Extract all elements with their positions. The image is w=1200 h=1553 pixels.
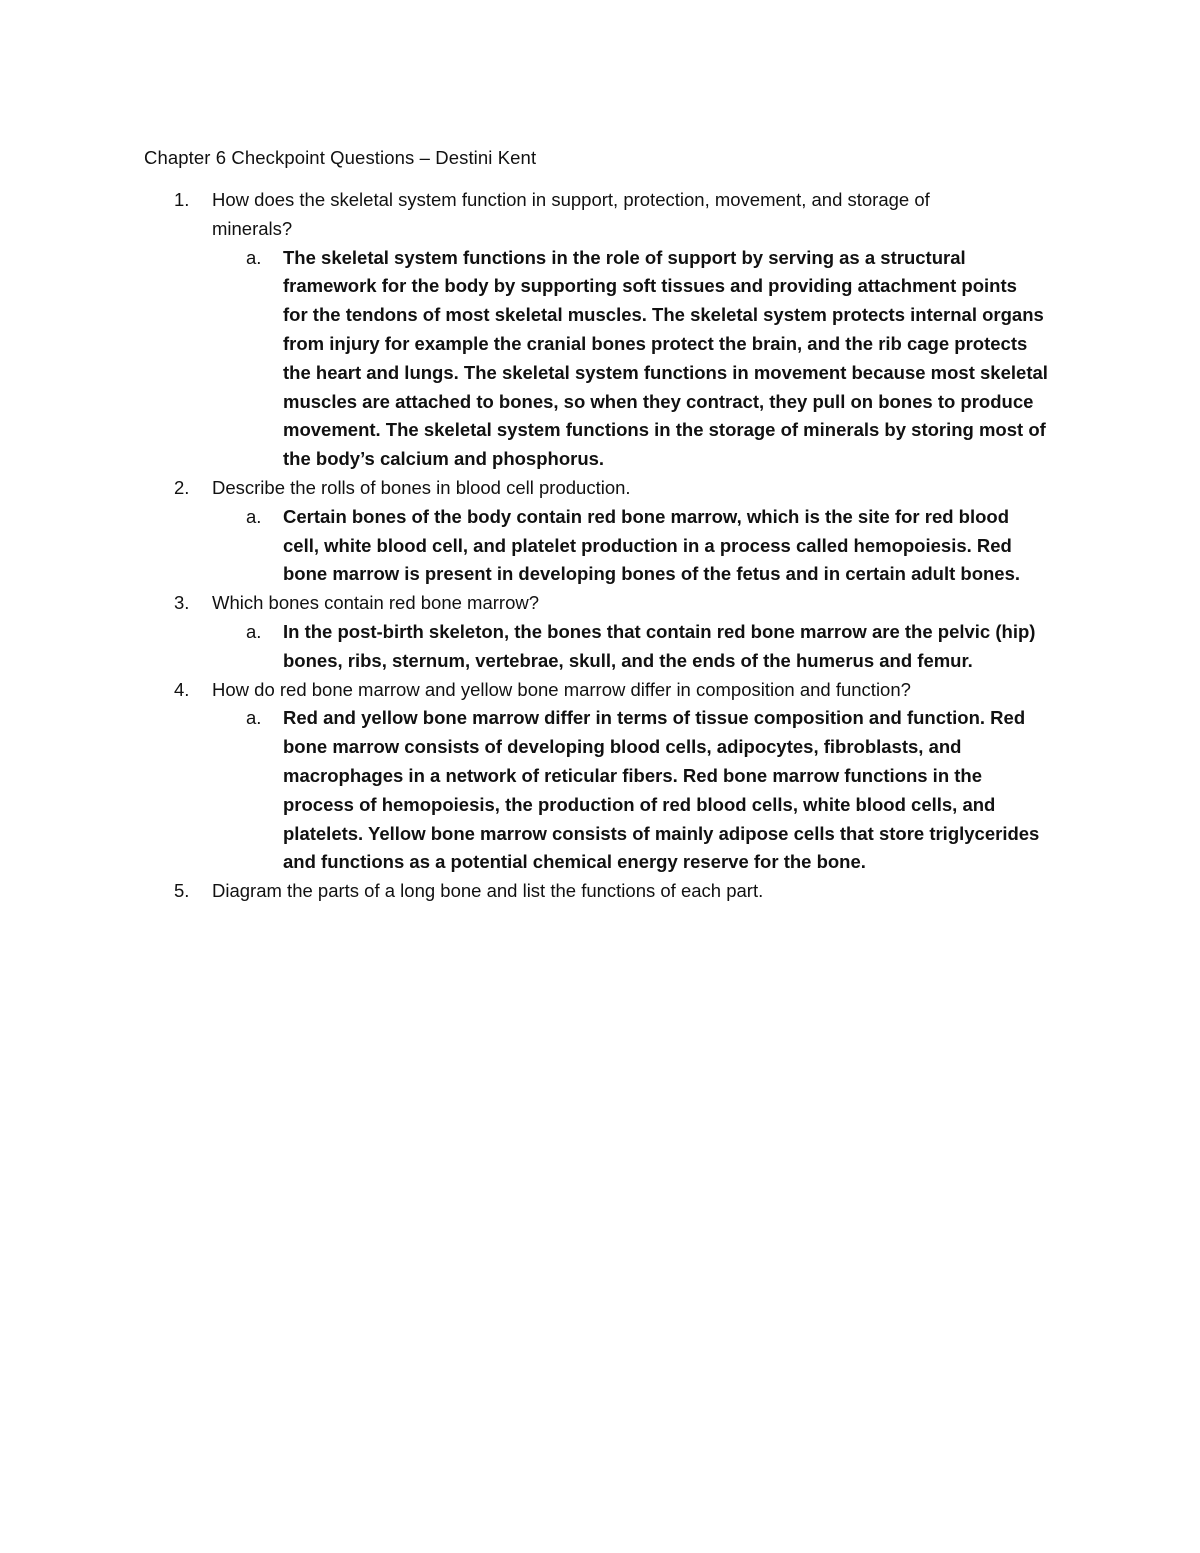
answer-text bbox=[283, 618, 1083, 676]
question-text bbox=[212, 676, 1012, 705]
answer-item bbox=[0, 503, 1200, 589]
question-number: 1. bbox=[174, 189, 190, 210]
answer-line: The skeletal system functions in the role of support by serving as a structural bbox=[283, 246, 966, 268]
answer-line: In the post-birth skeleton, the bones that contain red bone marrow are the pelvic (hip) bbox=[283, 620, 1036, 642]
answer-line: muscles are attached to bones, so when they contract, they pull on bones to produce bbox=[283, 390, 1034, 412]
answer-letter: a. bbox=[246, 505, 262, 527]
question-number: 2. bbox=[174, 476, 190, 498]
answer-text bbox=[283, 503, 1083, 589]
answer-line: from injury for example the cranial bones protect the brain, and the rib cage protects bbox=[283, 332, 1028, 354]
question-item bbox=[0, 676, 1200, 878]
answer-item bbox=[0, 704, 1200, 877]
answer-letter: a. bbox=[246, 620, 262, 642]
answer-line: movement. The skeletal system functions in the storage of minerals by storing most of bbox=[283, 419, 1046, 441]
question-line: How does the skeletal system function in support, protection, movement, and storage of bbox=[212, 189, 930, 210]
answer-line: bone marrow is present in developing bones of the fetus and in certain adult bones. bbox=[283, 563, 1021, 585]
answer-line: bone marrow consists of developing blood cells, adipocytes, fibroblasts, and bbox=[283, 736, 962, 758]
question-list bbox=[0, 186, 1200, 906]
question-text bbox=[212, 474, 1012, 503]
question-number: 3. bbox=[174, 592, 190, 614]
answer-line: Certain bones of the body contain red bone marrow, which is the site for red blood bbox=[283, 505, 1010, 527]
question-item bbox=[0, 474, 1200, 589]
answer-letter: a. bbox=[246, 246, 262, 268]
question-line: Which bones contain red bone marrow? bbox=[212, 592, 540, 614]
question-text bbox=[212, 589, 1012, 618]
answer-item bbox=[0, 618, 1200, 676]
answer-line: platelets. Yellow bone marrow consists of mainly adipose cells that store triglycerides bbox=[283, 822, 1040, 844]
answer-line: process of hemopoiesis, the production of red blood cells, white blood cells, and bbox=[283, 793, 996, 815]
answer-line: and functions as a potential chemical energy reserve for the bone. bbox=[283, 851, 866, 873]
answer-line: for the tendons of most skeletal muscles. The skeletal system protects internal organs bbox=[283, 304, 1044, 326]
question-line: minerals? bbox=[212, 217, 293, 239]
answer-line: the heart and lungs. The skeletal system functions in movement because most skeletal bbox=[283, 361, 1048, 383]
answer-text bbox=[283, 244, 1083, 474]
question-text bbox=[212, 877, 1012, 906]
answer-line: framework for the body by supporting soft tissues and providing attachment points bbox=[283, 275, 1017, 297]
answer-line: Red and yellow bone marrow differ in terms of tissue composition and function. Red bbox=[283, 707, 1026, 729]
answer-letter: a. bbox=[246, 707, 262, 729]
question-number: 4. bbox=[174, 678, 190, 700]
document-title: Chapter 6 Checkpoint Questions – Destini Kent bbox=[144, 147, 537, 168]
answer-text bbox=[283, 704, 1083, 877]
answer-line: macrophages in a network of reticular fibers. Red bone marrow functions in the bbox=[283, 764, 983, 786]
question-number: 5. bbox=[174, 880, 190, 902]
answer-line: cell, white blood cell, and platelet production in a process called hemopoiesis. Red bbox=[283, 534, 1012, 556]
answer-item bbox=[0, 244, 1200, 474]
question-item bbox=[0, 186, 1200, 474]
question-line: How do red bone marrow and yellow bone marrow differ in composition and function? bbox=[212, 678, 911, 700]
question-item bbox=[0, 589, 1200, 675]
answer-line: bones, ribs, sternum, vertebrae, skull, and the ends of the humerus and femur. bbox=[283, 649, 973, 671]
answer-line: the body’s calcium and phosphorus. bbox=[283, 448, 605, 470]
question-line: Describe the rolls of bones in blood cell production. bbox=[212, 476, 631, 498]
question-text bbox=[212, 186, 1012, 244]
question-item bbox=[0, 877, 1200, 906]
question-line: Diagram the parts of a long bone and list the functions of each part. bbox=[212, 880, 764, 902]
